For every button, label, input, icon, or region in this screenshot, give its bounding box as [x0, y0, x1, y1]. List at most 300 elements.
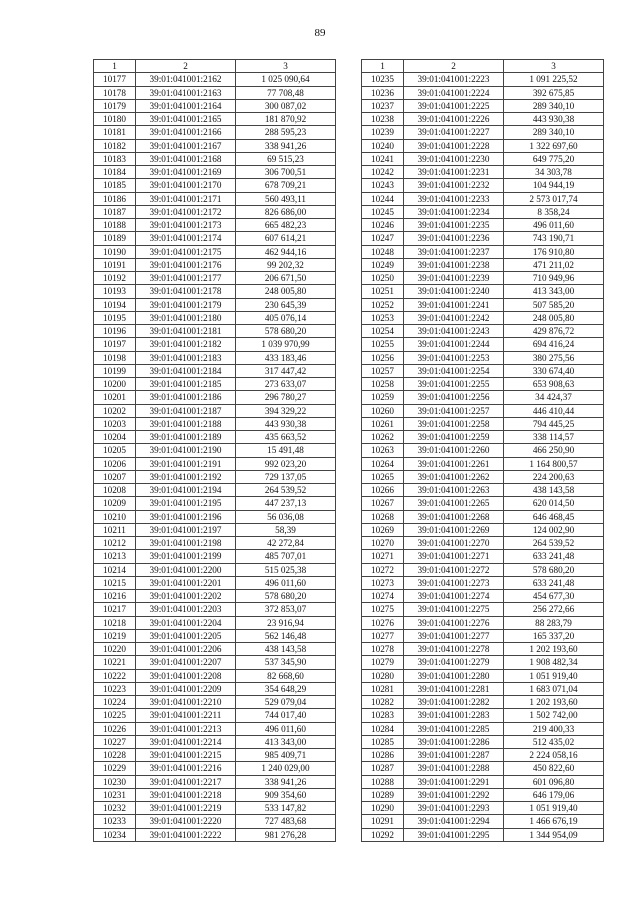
row-number-cell: 10250 [362, 272, 404, 285]
table-row [94, 99, 336, 112]
cadastral-number-cell: 39:01:041001:2210 [136, 696, 236, 709]
table-row [362, 232, 604, 245]
value-cell: 826 686,00 [236, 205, 336, 218]
value-cell: 653 908,63 [504, 378, 604, 391]
cadastral-number-cell: 39:01:041001:2186 [136, 391, 236, 404]
table-row [94, 749, 336, 762]
table-row [94, 762, 336, 775]
value-cell: 372 853,07 [236, 603, 336, 616]
table-row [362, 510, 604, 523]
cadastral-number-cell: 39:01:041001:2181 [136, 325, 236, 338]
cadastral-number-cell: 39:01:041001:2162 [136, 73, 236, 86]
cadastral-number-cell: 39:01:041001:2167 [136, 139, 236, 152]
row-number-cell: 10257 [362, 364, 404, 377]
value-cell: 2 573 017,74 [504, 192, 604, 205]
value-cell: 256 272,66 [504, 603, 604, 616]
value-cell: 743 190,71 [504, 232, 604, 245]
value-cell: 633 241,48 [504, 550, 604, 563]
table-row [94, 815, 336, 828]
row-number-cell: 10214 [94, 563, 136, 576]
cadastral-number-cell: 39:01:041001:2178 [136, 285, 236, 298]
cadastral-number-cell: 39:01:041001:2198 [136, 537, 236, 550]
row-number-cell: 10206 [94, 457, 136, 470]
table-row [94, 205, 336, 218]
left-table-body [94, 73, 336, 842]
cadastral-number-cell: 39:01:041001:2195 [136, 497, 236, 510]
value-cell: 646 179,06 [504, 788, 604, 801]
table-row [362, 113, 604, 126]
cadastral-number-cell: 39:01:041001:2280 [404, 669, 504, 682]
right-table-body [362, 73, 604, 842]
cadastral-number-cell: 39:01:041001:2277 [404, 629, 504, 642]
cadastral-number-cell: 39:01:041001:2241 [404, 298, 504, 311]
row-number-cell: 10286 [362, 749, 404, 762]
cadastral-number-cell: 39:01:041001:2227 [404, 126, 504, 139]
value-cell: 338 114,57 [504, 431, 604, 444]
value-cell: 438 143,58 [504, 484, 604, 497]
value-cell: 909 354,60 [236, 788, 336, 801]
cadastral-number-cell: 39:01:041001:2201 [136, 576, 236, 589]
value-cell: 985 409,71 [236, 749, 336, 762]
table-row [94, 523, 336, 536]
table-row [94, 656, 336, 669]
cadastral-number-cell: 39:01:041001:2179 [136, 298, 236, 311]
table-row [94, 550, 336, 563]
value-cell: 1 322 697,60 [504, 139, 604, 152]
table-row [362, 431, 604, 444]
table-row [362, 311, 604, 324]
row-number-cell: 10238 [362, 113, 404, 126]
value-cell: 678 709,21 [236, 179, 336, 192]
row-number-cell: 10283 [362, 709, 404, 722]
value-cell: 77 708,48 [236, 86, 336, 99]
row-number-cell: 10262 [362, 431, 404, 444]
cadastral-number-cell: 39:01:041001:2243 [404, 325, 504, 338]
table-row [362, 629, 604, 642]
value-cell: 744 017,40 [236, 709, 336, 722]
table-row [362, 73, 604, 86]
cadastral-number-cell: 39:01:041001:2217 [136, 775, 236, 788]
value-cell: 443 930,38 [504, 113, 604, 126]
row-number-cell: 10225 [94, 709, 136, 722]
row-number-cell: 10270 [362, 537, 404, 550]
value-cell: 264 539,52 [504, 537, 604, 550]
value-cell: 601 096,80 [504, 775, 604, 788]
table-row [362, 603, 604, 616]
table-row [94, 378, 336, 391]
row-number-cell: 10197 [94, 338, 136, 351]
value-cell: 438 143,58 [236, 643, 336, 656]
table-row [362, 576, 604, 589]
value-cell: 104 944,19 [504, 179, 604, 192]
table-row [362, 298, 604, 311]
cadastral-number-cell: 39:01:041001:2164 [136, 99, 236, 112]
cadastral-number-cell: 39:01:041001:2187 [136, 404, 236, 417]
table-row [94, 245, 336, 258]
cadastral-number-cell: 39:01:041001:2244 [404, 338, 504, 351]
value-cell: 2 224 058,16 [504, 749, 604, 762]
value-cell: 42 272,84 [236, 537, 336, 550]
row-number-cell: 10193 [94, 285, 136, 298]
row-number-cell: 10261 [362, 417, 404, 430]
table-row [362, 126, 604, 139]
cadastral-number-cell: 39:01:041001:2192 [136, 470, 236, 483]
table-row [94, 682, 336, 695]
column-header-2: 2 [404, 60, 504, 73]
cadastral-number-cell: 39:01:041001:2222 [136, 828, 236, 841]
value-cell: 165 337,20 [504, 629, 604, 642]
row-number-cell: 10248 [362, 245, 404, 258]
value-cell: 529 079,04 [236, 696, 336, 709]
cadastral-number-cell: 39:01:041001:2262 [404, 470, 504, 483]
value-cell: 1 683 071,04 [504, 682, 604, 695]
row-number-cell: 10227 [94, 735, 136, 748]
table-row [362, 523, 604, 536]
value-cell: 496 011,60 [504, 219, 604, 232]
row-number-cell: 10264 [362, 457, 404, 470]
row-number-cell: 10246 [362, 219, 404, 232]
table-row [362, 364, 604, 377]
right-table [361, 59, 604, 842]
row-number-cell: 10251 [362, 285, 404, 298]
table-row [362, 338, 604, 351]
table-row [94, 351, 336, 364]
row-number-cell: 10253 [362, 311, 404, 324]
row-number-cell: 10274 [362, 590, 404, 603]
row-number-cell: 10184 [94, 166, 136, 179]
value-cell: 405 076,14 [236, 311, 336, 324]
value-cell: 485 707,01 [236, 550, 336, 563]
row-number-cell: 10202 [94, 404, 136, 417]
cadastral-number-cell: 39:01:041001:2188 [136, 417, 236, 430]
table-row [94, 669, 336, 682]
row-number-cell: 10280 [362, 669, 404, 682]
value-cell: 443 930,38 [236, 417, 336, 430]
cadastral-number-cell: 39:01:041001:2258 [404, 417, 504, 430]
row-number-cell: 10279 [362, 656, 404, 669]
row-number-cell: 10186 [94, 192, 136, 205]
row-number-cell: 10213 [94, 550, 136, 563]
column-header-3: 3 [504, 60, 604, 73]
cadastral-number-cell: 39:01:041001:2226 [404, 113, 504, 126]
row-number-cell: 10178 [94, 86, 136, 99]
cadastral-number-cell: 39:01:041001:2207 [136, 656, 236, 669]
table-row [94, 139, 336, 152]
row-number-cell: 10243 [362, 179, 404, 192]
cadastral-number-cell: 39:01:041001:2215 [136, 749, 236, 762]
table-row [362, 484, 604, 497]
row-number-cell: 10192 [94, 272, 136, 285]
cadastral-number-cell: 39:01:041001:2170 [136, 179, 236, 192]
table-row [94, 775, 336, 788]
cadastral-number-cell: 39:01:041001:2292 [404, 788, 504, 801]
cadastral-number-cell: 39:01:041001:2242 [404, 311, 504, 324]
row-number-cell: 10287 [362, 762, 404, 775]
table-row [94, 576, 336, 589]
cadastral-number-cell: 39:01:041001:2213 [136, 722, 236, 735]
row-number-cell: 10232 [94, 802, 136, 815]
value-cell: 1 051 919,40 [504, 802, 604, 815]
cadastral-number-cell: 39:01:041001:2231 [404, 166, 504, 179]
table-row [362, 788, 604, 801]
cadastral-number-cell: 39:01:041001:2285 [404, 722, 504, 735]
cadastral-number-cell: 39:01:041001:2295 [404, 828, 504, 841]
table-row [94, 629, 336, 642]
left-table-header-row [94, 60, 336, 73]
value-cell: 392 675,85 [504, 86, 604, 99]
table-row [362, 272, 604, 285]
cadastral-number-cell: 39:01:041001:2269 [404, 523, 504, 536]
row-number-cell: 10203 [94, 417, 136, 430]
value-cell: 219 400,33 [504, 722, 604, 735]
cadastral-number-cell: 39:01:041001:2238 [404, 258, 504, 271]
table-row [94, 722, 336, 735]
table-row [362, 152, 604, 165]
cadastral-number-cell: 39:01:041001:2168 [136, 152, 236, 165]
table-row [94, 802, 336, 815]
value-cell: 578 680,20 [236, 325, 336, 338]
table-row [94, 298, 336, 311]
table-row [362, 378, 604, 391]
row-number-cell: 10278 [362, 643, 404, 656]
row-number-cell: 10226 [94, 722, 136, 735]
value-cell: 466 250,90 [504, 444, 604, 457]
value-cell: 1 202 193,60 [504, 643, 604, 656]
row-number-cell: 10220 [94, 643, 136, 656]
value-cell: 433 183,46 [236, 351, 336, 364]
cadastral-number-cell: 39:01:041001:2261 [404, 457, 504, 470]
row-number-cell: 10292 [362, 828, 404, 841]
row-number-cell: 10209 [94, 497, 136, 510]
value-cell: 450 822,60 [504, 762, 604, 775]
value-cell: 248 005,80 [504, 311, 604, 324]
table-row [362, 696, 604, 709]
table-row [362, 99, 604, 112]
table-row [94, 152, 336, 165]
cadastral-number-cell: 39:01:041001:2166 [136, 126, 236, 139]
cadastral-number-cell: 39:01:041001:2235 [404, 219, 504, 232]
table-row [94, 232, 336, 245]
value-cell: 300 087,02 [236, 99, 336, 112]
row-number-cell: 10183 [94, 152, 136, 165]
table-row [362, 563, 604, 576]
row-number-cell: 10200 [94, 378, 136, 391]
row-number-cell: 10282 [362, 696, 404, 709]
row-number-cell: 10185 [94, 179, 136, 192]
cadastral-number-cell: 39:01:041001:2173 [136, 219, 236, 232]
cadastral-number-cell: 39:01:041001:2163 [136, 86, 236, 99]
value-cell: 562 146,48 [236, 629, 336, 642]
row-number-cell: 10273 [362, 576, 404, 589]
table-row [94, 311, 336, 324]
value-cell: 435 663,52 [236, 431, 336, 444]
value-cell: 1 025 090,64 [236, 73, 336, 86]
row-number-cell: 10241 [362, 152, 404, 165]
cadastral-number-cell: 39:01:041001:2209 [136, 682, 236, 695]
row-number-cell: 10284 [362, 722, 404, 735]
row-number-cell: 10271 [362, 550, 404, 563]
cadastral-number-cell: 39:01:041001:2274 [404, 590, 504, 603]
cadastral-number-cell: 39:01:041001:2203 [136, 603, 236, 616]
value-cell: 1 164 800,57 [504, 457, 604, 470]
value-cell: 537 345,90 [236, 656, 336, 669]
cadastral-number-cell: 39:01:041001:2169 [136, 166, 236, 179]
cadastral-number-cell: 39:01:041001:2282 [404, 696, 504, 709]
cadastral-number-cell: 39:01:041001:2175 [136, 245, 236, 258]
row-number-cell: 10256 [362, 351, 404, 364]
table-row [362, 656, 604, 669]
value-cell: 560 493,11 [236, 192, 336, 205]
row-number-cell: 10231 [94, 788, 136, 801]
table-row [362, 86, 604, 99]
table-row [362, 444, 604, 457]
row-number-cell: 10291 [362, 815, 404, 828]
row-number-cell: 10205 [94, 444, 136, 457]
cadastral-number-cell: 39:01:041001:2172 [136, 205, 236, 218]
table-row [362, 285, 604, 298]
value-cell: 649 775,20 [504, 152, 604, 165]
cadastral-number-cell: 39:01:041001:2279 [404, 656, 504, 669]
row-number-cell: 10211 [94, 523, 136, 536]
value-cell: 429 876,72 [504, 325, 604, 338]
value-cell: 82 668,60 [236, 669, 336, 682]
row-number-cell: 10276 [362, 616, 404, 629]
cadastral-number-cell: 39:01:041001:2288 [404, 762, 504, 775]
row-number-cell: 10290 [362, 802, 404, 815]
value-cell: 296 780,27 [236, 391, 336, 404]
row-number-cell: 10272 [362, 563, 404, 576]
value-cell: 354 648,29 [236, 682, 336, 695]
row-number-cell: 10216 [94, 590, 136, 603]
page-number: 89 [314, 27, 326, 39]
cadastral-number-cell: 39:01:041001:2208 [136, 669, 236, 682]
table-row [362, 537, 604, 550]
value-cell: 69 515,23 [236, 152, 336, 165]
row-number-cell: 10233 [94, 815, 136, 828]
value-cell: 981 276,28 [236, 828, 336, 841]
value-cell: 471 211,02 [504, 258, 604, 271]
row-number-cell: 10212 [94, 537, 136, 550]
value-cell: 533 147,82 [236, 802, 336, 815]
table-row [94, 86, 336, 99]
column-header-2: 2 [136, 60, 236, 73]
value-cell: 224 200,63 [504, 470, 604, 483]
table-row [362, 616, 604, 629]
row-number-cell: 10215 [94, 576, 136, 589]
cadastral-number-cell: 39:01:041001:2286 [404, 735, 504, 748]
row-number-cell: 10181 [94, 126, 136, 139]
right-table-header-row [362, 60, 604, 73]
cadastral-number-cell: 39:01:041001:2180 [136, 311, 236, 324]
row-number-cell: 10180 [94, 113, 136, 126]
value-cell: 289 340,10 [504, 126, 604, 139]
cadastral-number-cell: 39:01:041001:2291 [404, 775, 504, 788]
value-cell: 88 283,79 [504, 616, 604, 629]
cadastral-number-cell: 39:01:041001:2225 [404, 99, 504, 112]
table-row [362, 245, 604, 258]
cadastral-number-cell: 39:01:041001:2216 [136, 762, 236, 775]
table-row [362, 192, 604, 205]
value-cell: 578 680,20 [236, 590, 336, 603]
value-cell: 512 435,02 [504, 735, 604, 748]
value-cell: 446 410,44 [504, 404, 604, 417]
row-number-cell: 10252 [362, 298, 404, 311]
cadastral-number-cell: 39:01:041001:2189 [136, 431, 236, 444]
cadastral-number-cell: 39:01:041001:2265 [404, 497, 504, 510]
cadastral-number-cell: 39:01:041001:2253 [404, 351, 504, 364]
value-cell: 230 645,39 [236, 298, 336, 311]
table-row [94, 735, 336, 748]
value-cell: 794 445,25 [504, 417, 604, 430]
row-number-cell: 10242 [362, 166, 404, 179]
row-number-cell: 10268 [362, 510, 404, 523]
table-row [362, 802, 604, 815]
value-cell: 710 949,96 [504, 272, 604, 285]
cadastral-number-cell: 39:01:041001:2228 [404, 139, 504, 152]
row-number-cell: 10228 [94, 749, 136, 762]
row-number-cell: 10265 [362, 470, 404, 483]
value-cell: 454 677,30 [504, 590, 604, 603]
cadastral-number-cell: 39:01:041001:2219 [136, 802, 236, 815]
table-row [362, 749, 604, 762]
value-cell: 447 237,13 [236, 497, 336, 510]
table-row [362, 497, 604, 510]
cadastral-number-cell: 39:01:041001:2255 [404, 378, 504, 391]
row-number-cell: 10218 [94, 616, 136, 629]
row-number-cell: 10239 [362, 126, 404, 139]
cadastral-number-cell: 39:01:041001:2199 [136, 550, 236, 563]
value-cell: 306 700,51 [236, 166, 336, 179]
row-number-cell: 10189 [94, 232, 136, 245]
row-number-cell: 10229 [94, 762, 136, 775]
cadastral-number-cell: 39:01:041001:2205 [136, 629, 236, 642]
table-row [94, 828, 336, 841]
cadastral-number-cell: 39:01:041001:2176 [136, 258, 236, 271]
table-row [94, 431, 336, 444]
value-cell: 496 011,60 [236, 576, 336, 589]
row-number-cell: 10177 [94, 73, 136, 86]
cadastral-number-cell: 39:01:041001:2184 [136, 364, 236, 377]
cadastral-number-cell: 39:01:041001:2276 [404, 616, 504, 629]
cadastral-number-cell: 39:01:041001:2190 [136, 444, 236, 457]
row-number-cell: 10194 [94, 298, 136, 311]
table-row [362, 205, 604, 218]
row-number-cell: 10277 [362, 629, 404, 642]
table-row [94, 113, 336, 126]
cadastral-number-cell: 39:01:041001:2206 [136, 643, 236, 656]
row-number-cell: 10187 [94, 205, 136, 218]
cadastral-number-cell: 39:01:041001:2273 [404, 576, 504, 589]
value-cell: 1 202 193,60 [504, 696, 604, 709]
table-row [94, 166, 336, 179]
value-cell: 496 011,60 [236, 722, 336, 735]
table-row [94, 457, 336, 470]
row-number-cell: 10222 [94, 669, 136, 682]
table-row [94, 537, 336, 550]
cadastral-number-cell: 39:01:041001:2223 [404, 73, 504, 86]
value-cell: 8 358,24 [504, 205, 604, 218]
value-cell: 1 466 676,19 [504, 815, 604, 828]
value-cell: 578 680,20 [504, 563, 604, 576]
value-cell: 992 023,20 [236, 457, 336, 470]
row-number-cell: 10288 [362, 775, 404, 788]
value-cell: 413 343,00 [236, 735, 336, 748]
table-row [94, 696, 336, 709]
value-cell: 620 014,50 [504, 497, 604, 510]
value-cell: 665 482,23 [236, 219, 336, 232]
cadastral-number-cell: 39:01:041001:2278 [404, 643, 504, 656]
row-number-cell: 10195 [94, 311, 136, 324]
